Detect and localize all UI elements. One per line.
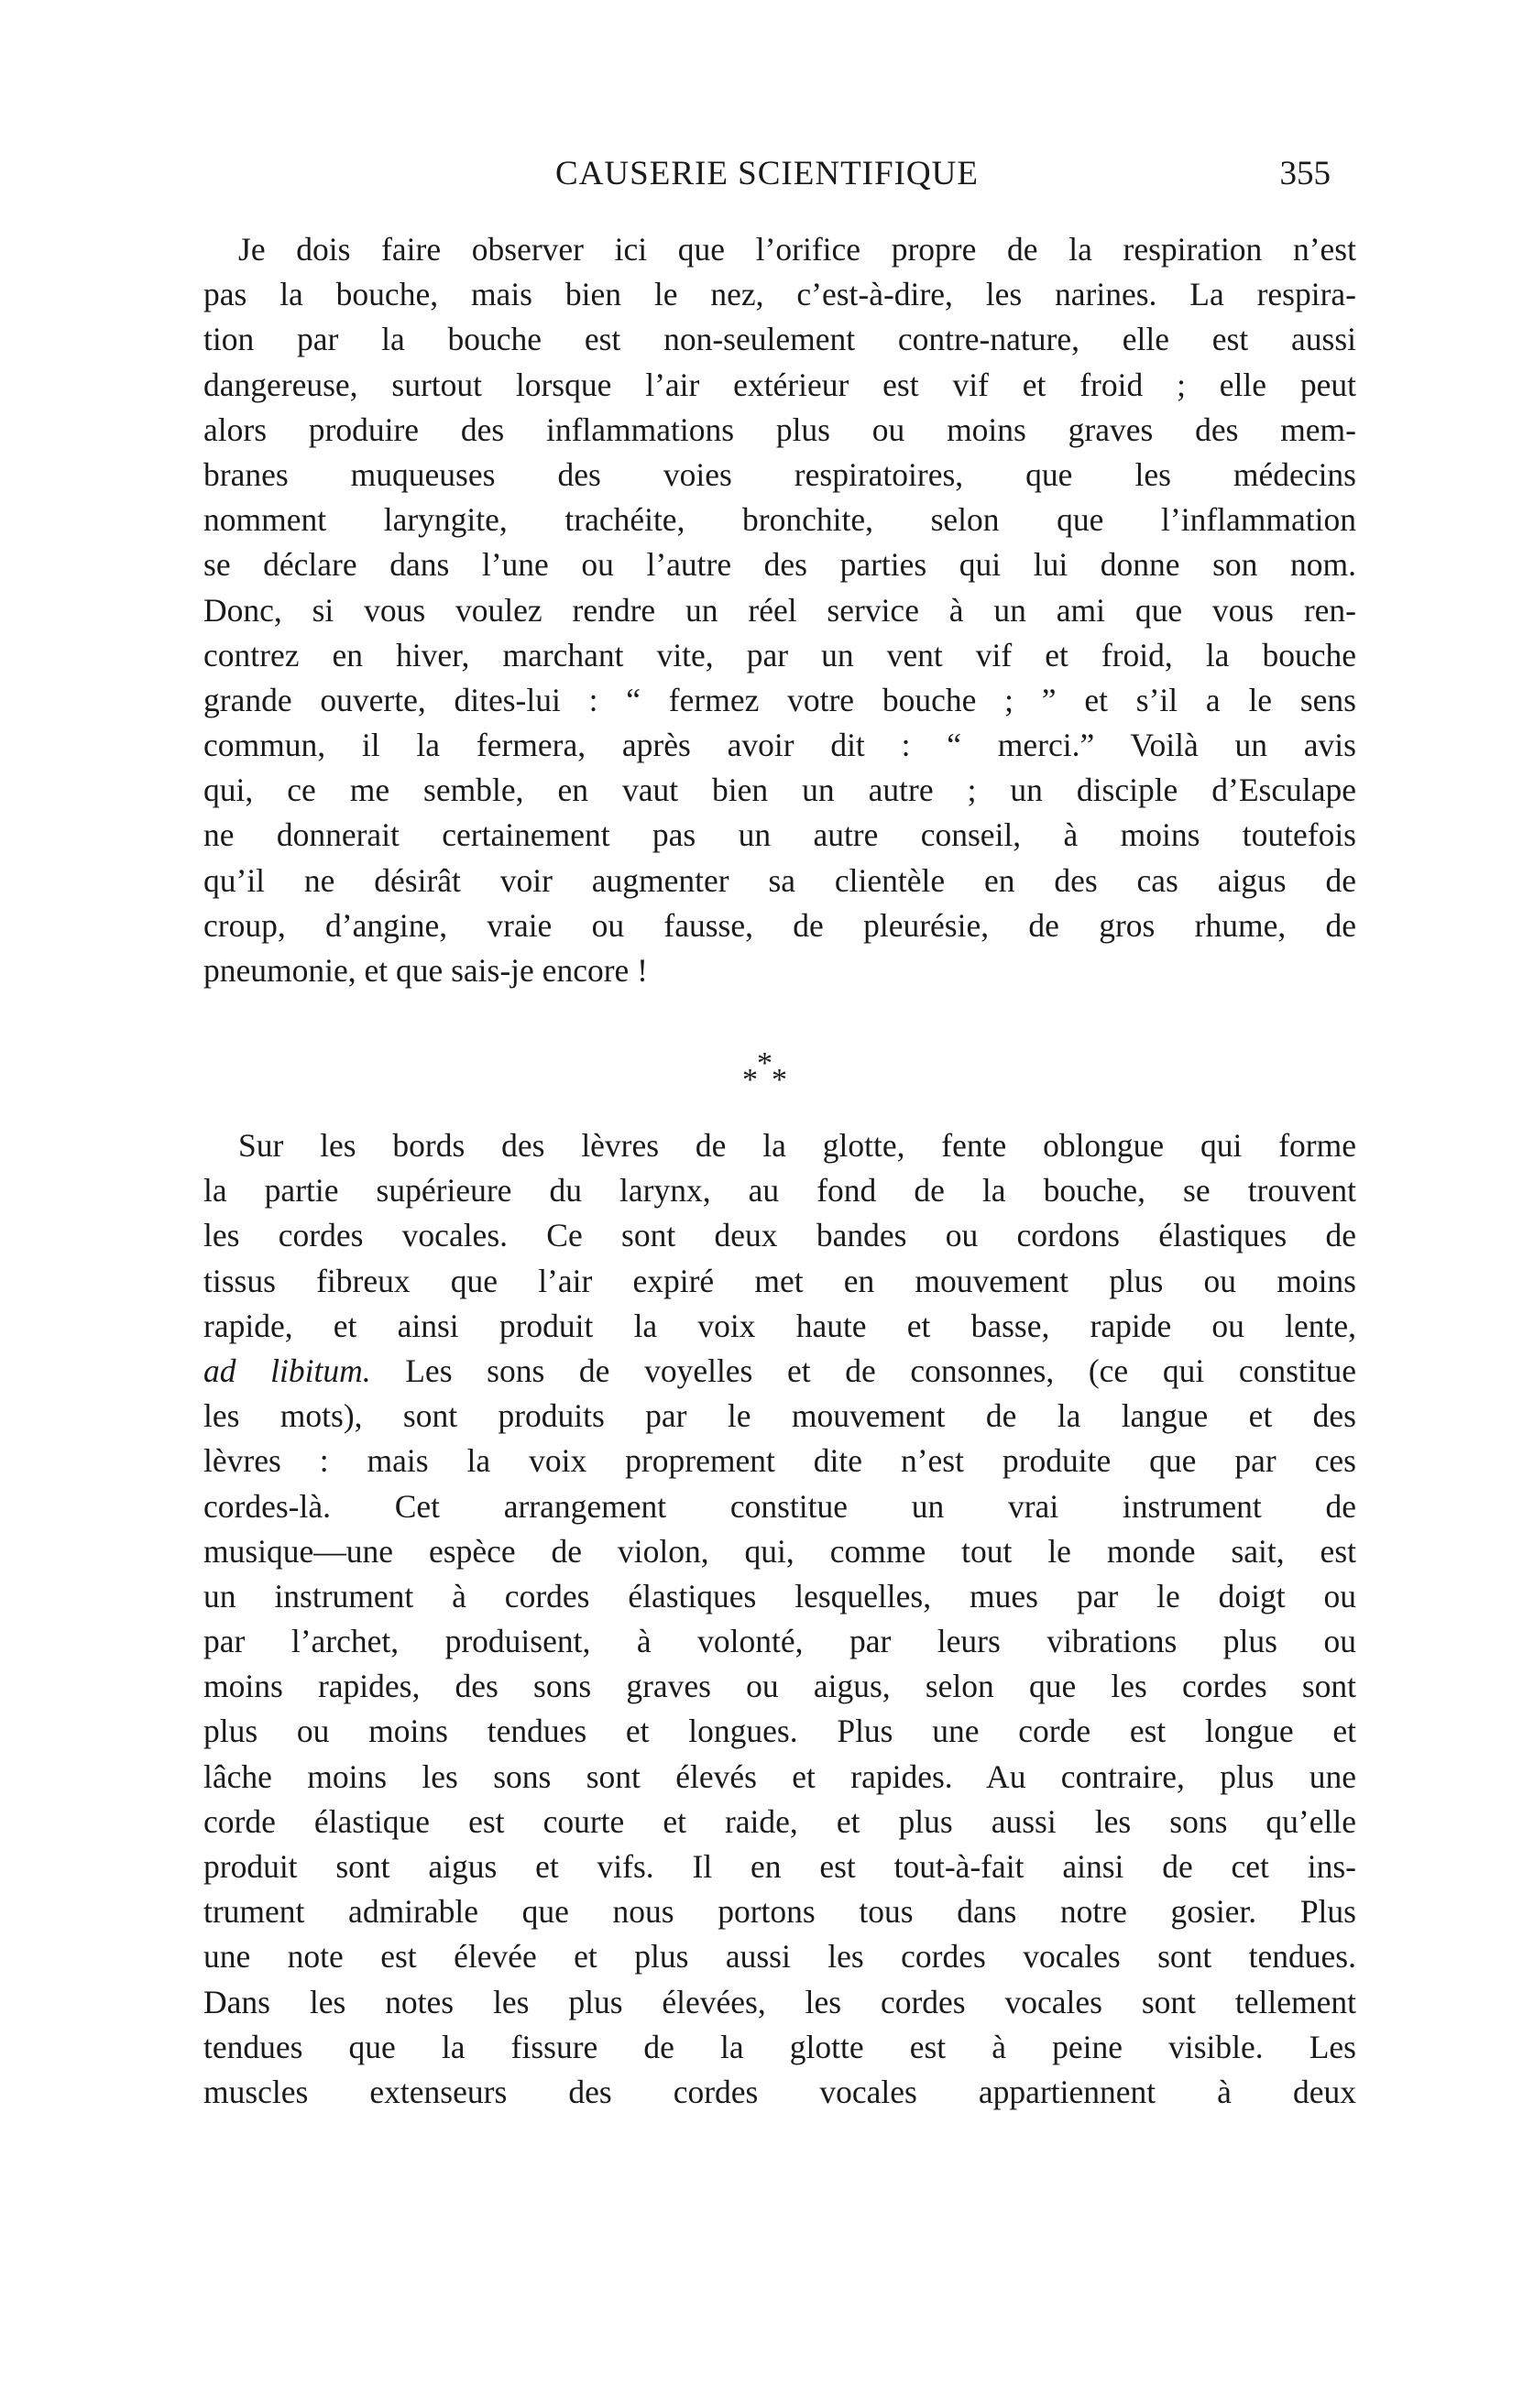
text-line: par l’archet, produisent, à volonté, par leurs vibrations plus ou [203,1623,1356,1660]
asterism-star: * [772,1063,787,1097]
page-header [203,154,1331,200]
text-line: Dans les notes les plus élevées, les cordes vocales sont tellement [203,1983,1356,2020]
text-line: moins rapides, des sons graves ou aigus, selon que les cordes sont [203,1668,1356,1705]
page-number: 355 [1279,155,1331,192]
text-line: une note est élevée et plus aussi les cordes vocales sont tendues. [203,1938,1356,1976]
text-line: les cordes vocales. Ce sont deux bandes ou cordons élastiques de [203,1217,1356,1254]
text-line: contrez en hiver, marchant vite, par un vent vif et froid, la bouche [203,636,1356,673]
text-line: pneumonie, et que sais-je encore ! [203,952,648,989]
paragraph-respiration [203,227,1356,993]
text-line: se déclare dans l’une ou l’autre des parties qui lui donne son nom. [203,546,1356,584]
text-line: Sur les bords des lèvres de la glotte, fente oblongue qui forme [238,1127,1356,1164]
text-line: musique—une espèce de violon, qui, comme tout le monde sait, est [203,1532,1356,1570]
text-line: nomment laryngite, trachéite, bronchite, selon que l’inflammation [203,501,1356,539]
text-line: pas la bouche, mais bien le nez, c’est-à-dire, les narines. La respira- [203,276,1356,313]
text-line: tion par la bouche est non-seulement contre-nature, elle est aussi [203,321,1356,358]
running-title: CAUSERIE SCIENTIFIQUE [555,155,979,192]
text-line: tendues que la fissure de la glotte est à peine visible. Les [203,2028,1356,2065]
text-line: trument admirable que nous portons tous dans notre gosier. Plus [203,1893,1356,1931]
text-line: rapide, et ainsi produit la voix haute et basse, rapide ou lente, [203,1307,1356,1344]
paragraph-vocal-cords [203,1123,1356,2115]
italic-phrase: ad libitum. [203,1352,371,1389]
text-line: corde élastique est courte et raide, et plus aussi les sons qu’elle [203,1802,1356,1840]
text-line: qu’il ne désirât voir augmenter sa clientèle en des cas aigus de [203,861,1356,899]
text-line: cordes-là. Cet arrangement constitue un vrai instrument de [203,1487,1356,1525]
asterism-star: * [742,1063,758,1097]
text-line: grande ouverte, dites-lui : “ fermez votre bouche ; ” et s’il a le sens [203,681,1356,718]
text-line: dangereuse, surtout lorsque l’air extérieur est vif et froid ; elle peut [203,366,1356,403]
text-line: Donc, si vous voulez rendre un réel service à un ami que vous ren- [203,591,1356,629]
text-line-with-italic [203,1349,1356,1394]
text-segment: Les sons de voyelles et de consonnes, (ce qui constitue [370,1352,1356,1389]
text-line: ne donnerait certainement pas un autre conseil, à moins toutefois [203,816,1356,854]
text-line: branes muqueuses des voies respiratoires, que les médecins [203,455,1356,493]
text-line: plus ou moins tendues et longues. Plus une corde est longue et [203,1713,1356,1750]
text-line: un instrument à cordes élastiques lesquelles, mues par le doigt ou [203,1577,1356,1614]
text-line: lâche moins les sons sont élevés et rapides. Au contraire, plus une [203,1757,1356,1795]
text-line: Je dois faire observer ici que l’orifice propre de la respiration n’est [238,231,1356,268]
text-line: alors produire des inflammations plus ou moins graves des mem- [203,410,1356,448]
section-asterism [733,1046,806,1101]
asterism-star: * [757,1046,772,1080]
text-line: croup, d’angine, vraie ou fausse, de pleurésie, de gros rhume, de [203,906,1356,944]
text-line: la partie supérieure du larynx, au fond de la bouche, se trouvent [203,1172,1356,1209]
text-line: commun, il la fermera, après avoir dit : “ merci.” Voilà un avis [203,727,1356,764]
text-line: muscles extenseurs des cordes vocales appartiennent à deux [203,2073,1356,2110]
text-line: les mots), sont produits par le mouvement de la langue et des [203,1397,1356,1435]
text-line: lèvres : mais la voix proprement dite n’est produite que par ces [203,1442,1356,1480]
text-line: qui, ce me semble, en vaut bien un autre ; un disciple d’Esculape [203,772,1356,809]
text-line: produit sont aigus et vifs. Il en est tout-à-fait ainsi de cet ins- [203,1848,1356,1885]
text-line: tissus fibreux que l’air expiré met en mouvement plus ou moins [203,1262,1356,1299]
